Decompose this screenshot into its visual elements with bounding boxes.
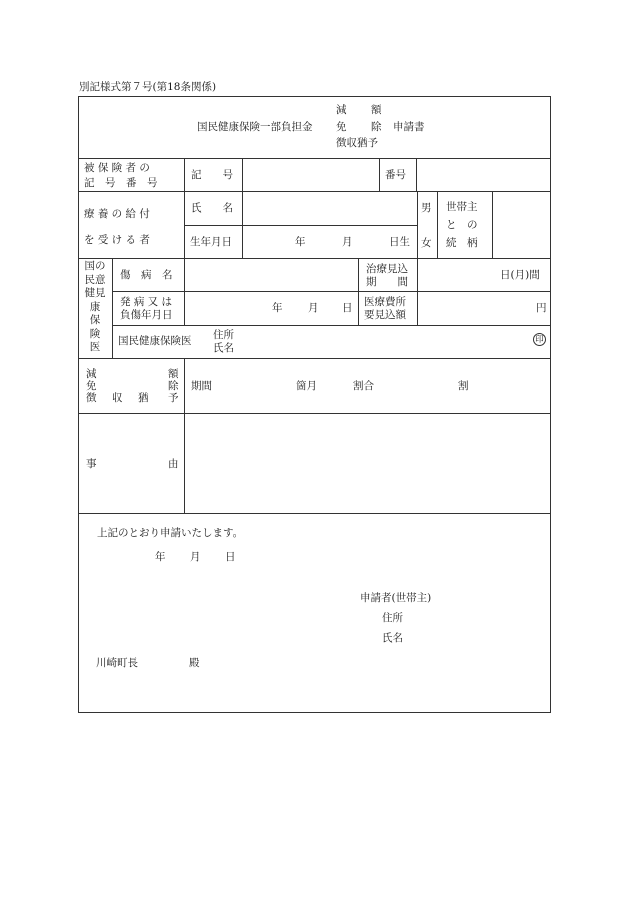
divider [112,258,113,358]
title-exempt: 免 [336,121,347,133]
applicant-name-label: 氏名 [382,632,403,644]
treatment-unit: 日(月)間 [500,269,540,281]
applicant-label: 申請者(世帯主) [360,592,432,604]
divider [492,191,493,258]
group-char: 康 [89,300,101,313]
divider [184,158,185,258]
title-exempt2: 除 [371,121,382,133]
title-reduce: 減 [336,104,347,116]
defer2-char: 予 [168,392,179,404]
kigo-label: 記 号 [191,169,233,181]
title-deferral: 徴収猶予 [336,137,378,149]
birthdate-label: 生年月日 [190,236,232,248]
group-char: 険 [89,327,101,340]
relationship-line3: 続 柄 [446,237,478,249]
relationship-line2: と の [446,219,478,231]
reason-label-left: 事 [86,458,97,470]
divider [417,258,418,325]
recipient-label-line1: 療 養 の 給 付 [84,208,150,220]
divider [184,225,417,226]
divider [78,413,551,414]
divider [112,291,551,292]
doctor-name-label: 氏名 [213,342,234,354]
divider [242,158,243,258]
date-year: 年 [155,551,166,563]
collect-char: 徴 [86,392,97,404]
percent-unit: 割 [458,380,469,392]
cost-label-line2: 要見込額 [364,309,406,321]
divider [358,258,359,325]
insured-label-line2: 記 号 番 号 [84,177,158,189]
divider [379,158,380,191]
addressee-mayor: 川崎町長 [96,657,138,669]
divider [417,191,418,258]
honorific: 殿 [189,657,200,669]
relationship-line1: 世帯主 [446,201,478,213]
date-month: 月 [190,551,201,563]
form-number-heading: 別記様式第７号(第18条関係) [79,81,217,93]
birth-month: 月 [342,236,353,248]
divider [78,191,551,192]
divider [416,158,417,191]
disease-label: 傷 病 名 [120,269,173,281]
months-label: 箇月 [296,380,317,392]
divider [78,158,551,159]
cost-unit: 円 [536,302,547,314]
insurance-doctor-label: 国民健康保険医 [118,335,192,347]
title-amount: 額 [371,104,382,116]
divider [112,325,551,326]
bango-label: 番号 [385,169,406,181]
declaration-statement: 上記のとおり申請いたします。 [97,527,244,539]
divider [437,191,438,258]
reason-label-right: 由 [168,458,179,470]
applicant-address-label: 住所 [382,612,403,624]
birth-year: 年 [295,236,306,248]
group-char: 民意 [84,273,106,286]
name-label: 氏 名 [191,202,233,214]
divider [184,258,185,325]
treatment-label-line2: 期 間 [366,276,408,288]
birth-day: 日生 [389,236,410,248]
onset-label-line2: 負傷年月日 [120,309,173,321]
group-char: 健見 [84,287,106,299]
group-char: 医 [89,341,101,353]
exempt-char: 免 [86,380,97,392]
amount-char: 額 [168,368,179,380]
divider [78,358,551,359]
onset-day: 日 [342,302,353,314]
divider [78,258,551,259]
seal-mark-icon: 印 [533,333,546,346]
remove-char: 除 [168,380,179,392]
ratio-label: 割合 [353,380,374,392]
insured-label-line1: 被 保 険 者 の [84,162,150,174]
date-day: 日 [225,551,236,563]
divider [184,358,185,513]
recipient-label-line2: を 受 け る 者 [84,234,150,246]
group-char: 国の [84,260,106,272]
sex-male: 男 [421,202,432,214]
sex-female: 女 [421,237,432,249]
period-label: 期間 [191,380,212,392]
doctor-address-label: 住所 [213,329,234,341]
onset-label-line1: 発 病 又 は [120,296,173,308]
doctor-opinion-group-label [80,260,110,355]
receive-char: 収 [112,392,123,404]
defer-char: 猶 [138,392,149,404]
treatment-label-line1: 治療見込 [366,263,408,275]
onset-year: 年 [272,302,283,314]
title-main: 国民健康保険一部負担金 [197,121,313,133]
group-char: 保 [89,314,101,326]
onset-month: 月 [308,302,319,314]
cost-label-line1: 医療費所 [364,296,406,308]
divider [78,513,551,514]
reduce-char: 減 [86,368,97,380]
title-application: 申請書 [393,121,425,133]
